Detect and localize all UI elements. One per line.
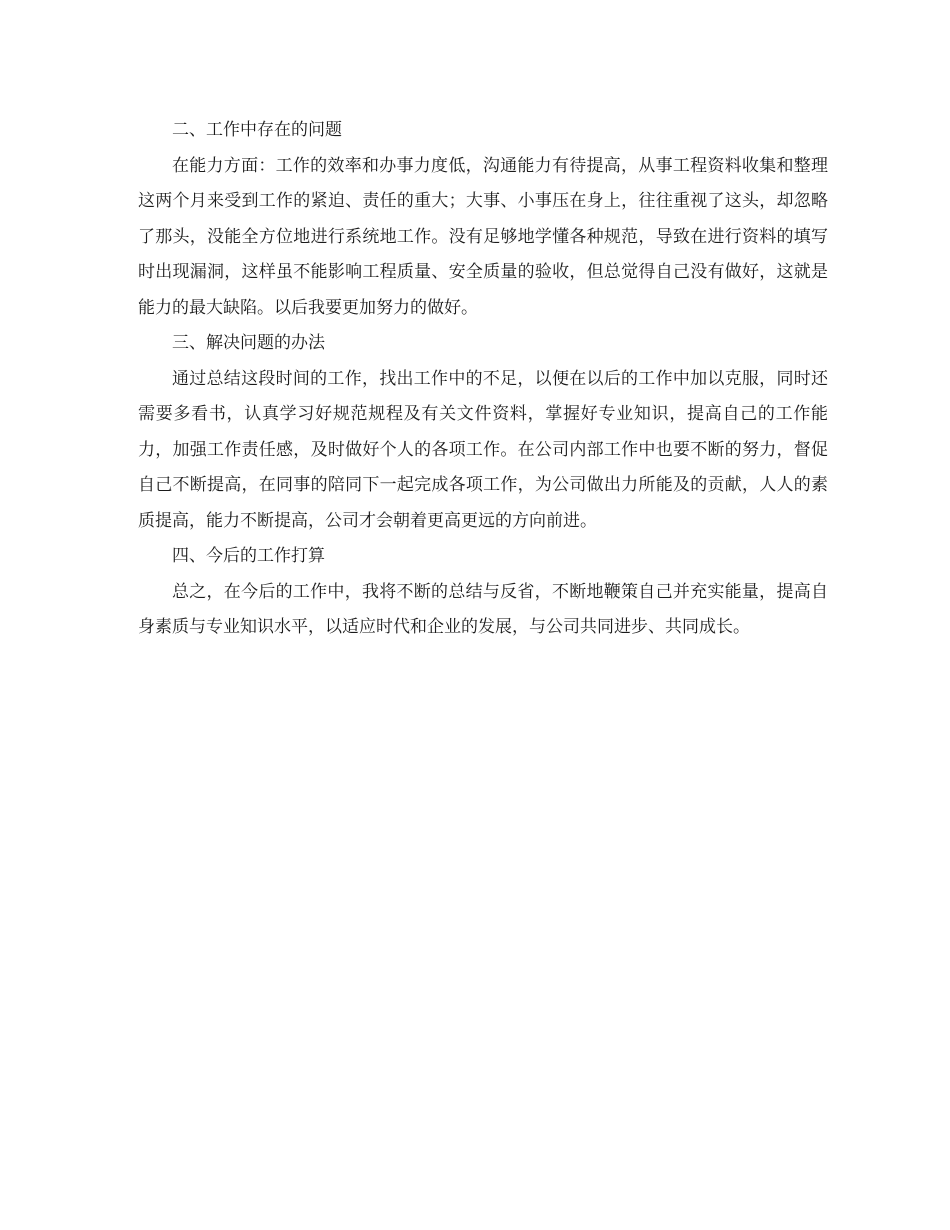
section-paragraph-problems: 在能力方面：工作的效率和办事力度低，沟通能力有待提高，从事工程资料收集和整理这两个月来受到工作的紧迫、责任的重大；大事、小事压在身上，往往重视了这头，却忽略了那头，没能全方位地进行系统地工作。没有足够地学懂各种规范，导致在进行资料的填写时出现漏洞，这样虽不能影响工程质量、安全质量的验收，但总觉得自己没有做好，这就是能力的最大缺陷。以后我要更加努力的做好。 [138,155,828,318]
document-body [138,113,828,646]
section-paragraph-plans: 总之，在今后的工作中，我将不断的总结与反省，不断地鞭策自己并充实能量，提高自身素质与专业知识水平，以适应时代和企业的发展，与公司共同进步、共同成长。 [138,581,828,637]
section-heading-plans: 四、今后的工作打算 [172,546,325,566]
section-heading-problems: 二、工作中存在的问题 [172,120,342,140]
section-heading-solutions: 三、解决问题的办法 [172,333,325,353]
section-paragraph-solutions: 通过总结这段时间的工作，找出工作中的不足，以便在以后的工作中加以克服，同时还需要多看书，认真学习好规范规程及有关文件资料，掌握好专业知识，提高自己的工作能力，加强工作责任感，及时做好个人的各项工作。在公司内部工作中也要不断的努力，督促自己不断提高，在同事的陪同下一起完成各项工作，为公司做出力所能及的贡献，人人的素质提高，能力不断提高，公司才会朝着更高更远的方向前进。 [138,368,828,531]
